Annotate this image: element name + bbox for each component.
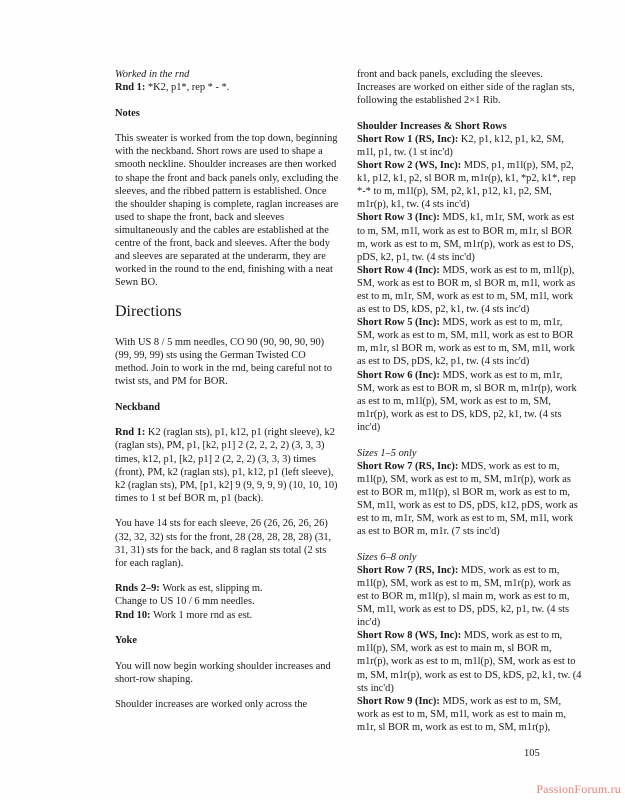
paragraph-label: Rnd 10: [115, 609, 154, 621]
paragraph-label: Rnd 1: [115, 82, 148, 94]
paragraph: front and back panels, excluding the sleeves. Increases are worked on either side of the raglan sts, following the established 2×1 Rib. [357, 69, 575, 107]
paragraph-label: Short Row 7 (RS, Inc): [357, 460, 461, 472]
paragraph-label: Short Row 1 (RS, Inc): [357, 133, 461, 145]
paragraph-label: Short Row 7 (RS, Inc): [357, 564, 461, 576]
paragraph [357, 460, 582, 539]
paragraph-label: Short Row 4 (Inc): [357, 264, 443, 276]
sub-heading: Yoke [115, 635, 137, 647]
paragraph-text: MDS, work as est to m, m1l(p), SM, work as est to BOR m, sl BOR m, m1l, work as est to m, m1r, SM, work as est to m, SM, m1l, work as est to DS, kDS, p2, k1, tw. (4 sts inc'd) [357, 264, 576, 316]
paragraph: With US 8 / 5 mm needles, CO 90 (90, 90, 90, 90) (99, 99, 99) sts using the German Twisted CO method. Join to work in the rnd, being careful not to twist sts, and PM for BOR. [115, 336, 333, 388]
paragraph [357, 159, 582, 211]
paragraph [357, 695, 582, 734]
paragraph-label: Short Row 3 (Inc): [357, 212, 443, 224]
paragraph-label: Rnds 2–9: [115, 583, 163, 595]
paragraph-label: Rnd 1: [115, 427, 148, 439]
paragraph [115, 81, 340, 94]
section-heading: Directions [115, 302, 182, 320]
paragraph [357, 133, 582, 159]
paragraph [115, 426, 340, 505]
italic-note: Worked in the rnd [115, 69, 190, 80]
italic-note: Sizes 6–8 only [357, 551, 417, 563]
right-column [357, 68, 582, 734]
paragraph: Change to US 10 / 6 mm needles. [115, 596, 255, 608]
paragraph-text: MDS, work as est to m, m1l(p), SM, work as est to main m, sl BOR m, m1r(p), work as est to m, m1l(p), SM, work as est to m, SM, m1r(p), work as est to DS, kDS, p2, k1, tw. (4 sts inc'd) [357, 630, 582, 694]
paragraph-text: MDS, k1, m1r, SM, work as est to m, SM, m1l, work as est to BOR m, m1r, sl BOR m, work as est to m, SM, m1r(p), work as est to DS, pDS, k2, p1, tw. (4 sts inc'd) [357, 212, 575, 263]
paragraph [357, 264, 582, 316]
paragraph [115, 609, 340, 622]
paragraph [357, 629, 582, 694]
paragraph-label: Short Row 8 (WS, Inc): [357, 630, 464, 642]
paragraph: This sweater is worked from the top down, beginning with the neckband. Short rows are used to shape a smooth neckline. Shoulder increases are then worked to shape the front and back panels only, excluding the sleeves, and the ribbed pattern is established. Once the shoulder shaping is complete, raglan increases are used to shape the front, back and sleeves simultaneously and the cables are established at the centre of the front, back and sleeves. After the body and sleeves are separated at the underarm, they are worked in the round to the end, finishing with a neat Sewn BO. [115, 133, 339, 289]
paragraph [357, 564, 582, 629]
paragraph: You will now begin working shoulder increases and short-row shaping. [115, 660, 331, 685]
paragraph [115, 582, 340, 595]
paragraph-text: K2 (raglan sts), p1, k12, p1 (right sleeve), k2 (raglan sts), PM, p1, [k2, p1] 2 (2, 2, 2, 2) (3, 3, 3) times, k12, p1, [k2, p1] 2 (2, 2, 2) (3, 3, 3) times (front), PM, k2 (raglan sts), p1, k12, p1 (left sleeve), k2 (raglan sts), PM, [p1, k2] 9 (9, 9, 9, 9) (10, 10, 10) times to 1 st bef BOR m, p1 (back). [115, 427, 338, 504]
paragraph-text: MDS, work as est to m, m1r, SM, work as est to m, SM, m1l, work as est to BOR m, m1r, sl BOR m, work as est to m, SM, m1l, work as est to DS, pDS, k2, p1, tw. (4 sts inc'd) [357, 317, 575, 368]
sub-heading: Neckband [115, 401, 161, 413]
paragraph-text: MDS, work as est to m, m1l(p), SM, work as est to m, SM, m1r(p), work as est to BOR m, m1l(p), sl main m, work as est to m, SM, m1l, work as est to DS, pDS, k2, p1, tw. (4 sts inc'd) [357, 564, 571, 629]
paragraph-text: *K2, p1*, rep * - *. [147, 82, 230, 94]
sub-heading: Notes [115, 107, 140, 119]
watermark: PassionForum.ru [536, 782, 621, 796]
paragraph: You have 14 sts for each sleeve, 26 (26, 26, 26, 26) (32, 32, 32) sts for the front, 28 (28, 28, 28, 28) (31, 31, 31) sts for the back, and 8 raglan sts total (2 sts for each raglan). [115, 518, 332, 569]
paragraph-text: Work as est, slipping m. [162, 583, 263, 595]
paragraph-text: Work 1 more rnd as est. [153, 609, 253, 621]
sub-heading: Shoulder Increases & Short Rows [357, 120, 507, 132]
paragraph [357, 369, 582, 434]
two-column-layout [115, 68, 582, 734]
page-number: 105 [524, 748, 540, 759]
paragraph: Shoulder increases are worked only across the [115, 699, 308, 711]
paragraph-text: MDS, p1, m1l(p), SM, p2, k1, p12, k1, p2, sl BOR m, m1r(p), k1, *p2, k1*, rep *-* to m, m1l(p), SM, p2, k1, p12, k1, p2, SM, m1r(p), k1, tw. (4 sts inc'd) [357, 160, 576, 211]
left-column [115, 68, 340, 734]
paragraph-text: MDS, work as est to m, m1r, SM, work as est to BOR m, sl BOR m, m1r(p), work as est to m, m1l(p), SM, work as est to m, SM, m1r(p), work as est to DS, kDS, p2, k1, tw. (4 sts inc'd) [357, 369, 577, 433]
paragraph [357, 211, 582, 263]
paragraph-label: Short Row 2 (WS, Inc): [357, 160, 464, 172]
paragraph-text: MDS, work as est to m, SM, work as est to m, SM, m1l, work as est to main m, m1r, sl BOR m, work as est to m, SM, m1r(p), [357, 695, 566, 733]
paragraph-label: Short Row 9 (Inc): [357, 695, 443, 707]
paragraph-text: K2, p1, k12, p1, k2, SM, m1l, p1, tw. (1 st inc'd) [357, 133, 564, 158]
paragraph-text: MDS, work as est to m, m1l(p), SM, work as est to m, SM, m1r(p), work as est to BOR m, m1l(p), sl BOR m, work as est to m, SM, m1l, work as est to DS, pDS, k12, pDS, work as est to m, m1r, SM, work as est to m, SM, m1l, work as est to BOR m, m1r. (7 sts inc'd) [357, 460, 578, 538]
paragraph [357, 316, 582, 368]
italic-note: Sizes 1–5 only [357, 447, 417, 459]
paragraph-label: Short Row 5 (Inc): [357, 317, 443, 329]
paragraph-label: Short Row 6 (Inc): [357, 369, 443, 381]
